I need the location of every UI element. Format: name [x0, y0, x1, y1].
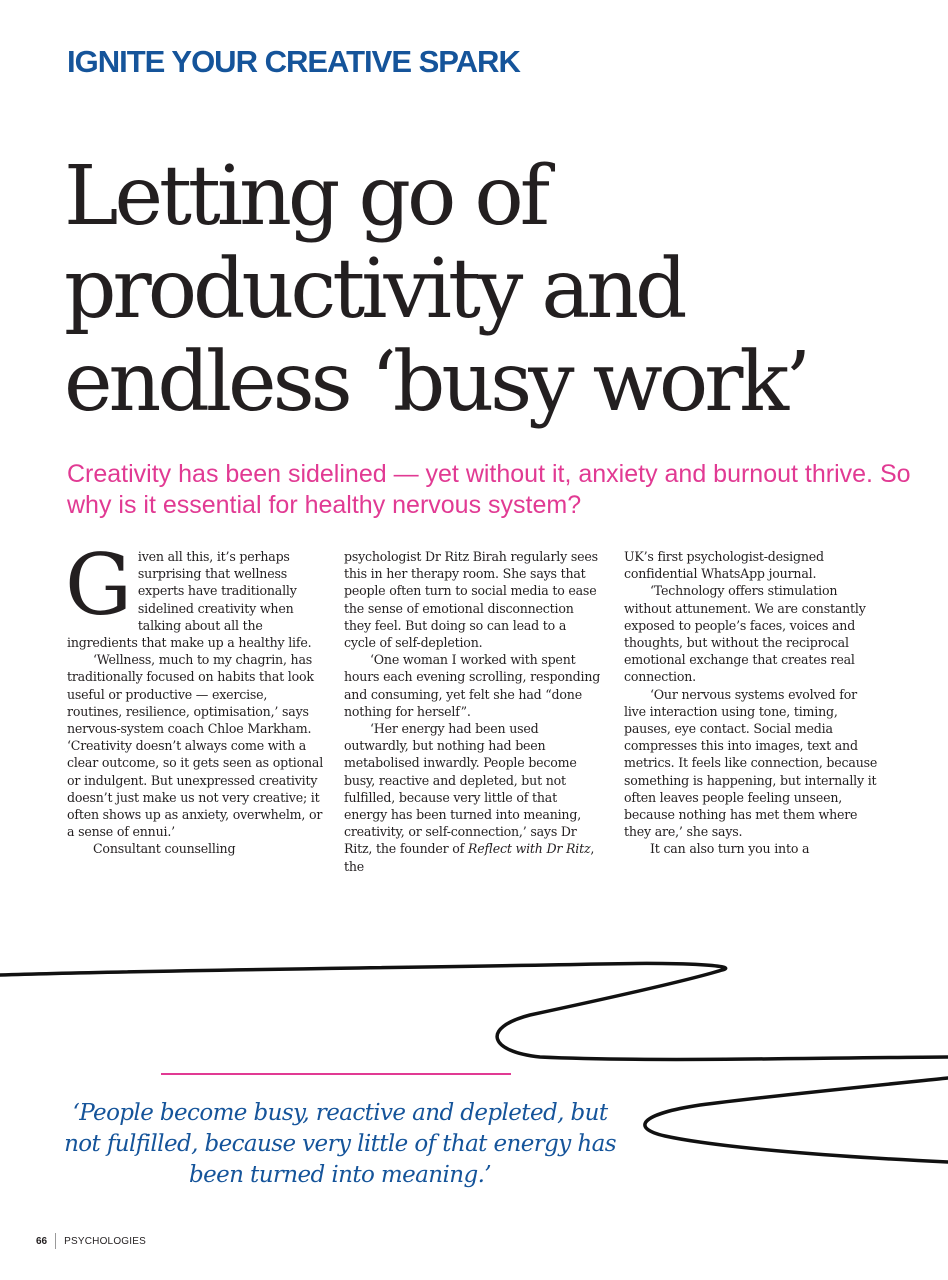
body-paragraph: Given all this, it’s perhaps surprising that wellness experts have traditionally sidelined creativity when talking about all the ingredients that make up a healthy life. [65, 536, 312, 651]
magazine-name: PSYCHOLOGIES [64, 1235, 146, 1247]
section-label: IGNITE YOUR CREATIVE SPARK [67, 44, 520, 79]
drop-cap: G [65, 536, 132, 634]
body-column-3 [624, 548, 881, 858]
body-paragraph: It can also turn you into a [650, 841, 810, 857]
page-number: 66 [36, 1235, 48, 1247]
body-paragraph: psychologist Dr Ritz Birah regularly sees this in her therapy room. She says that people often turn to social media to ease the sense of emotional disconnection they feel. But doing so can lead to a cycle of self-depletion. [344, 549, 598, 651]
headline [64, 150, 934, 429]
headline-line: productivity and [64, 242, 684, 337]
body-paragraph: ‘Wellness, much to my chagrin, has traditionally focused on habits that look useful or productive — exercise, routines, resilience, optimisation,’ says nervous-system coach Chloe Markham. ‘Creativity doesn’t always come with a clear outcome, so it gets seen as optional or indulgent. But unexpressed creativity doesn’t just make us not very creative; it often shows up as anxiety, overwhelm, or a sense of ennui.’ [67, 652, 324, 840]
body-column-2 [344, 548, 601, 875]
body-paragraph: ‘Her energy had been used outwardly, but nothing had been metabolised inwardly. People become busy, reactive and depleted, but not fulfilled, because very little of that energy has been turned into meaning, creativity, or self-connection,’ says Dr Ritz, the founder of Reflect with Dr Ritz, the [344, 721, 595, 874]
body-column-1 [65, 536, 324, 858]
footer-divider [55, 1233, 56, 1249]
body-paragraph: UK’s first psychologist-designed confidential WhatsApp journal. [624, 549, 824, 582]
body-paragraph: ‘One woman I worked with spent hours each evening scrolling, responding and consuming, yet felt she had “done nothing for herself”. [344, 652, 601, 719]
body-paragraph: ‘Technology offers stimulation without attunement. We are constantly exposed to people’s faces, voices and thoughts, but without the reciprocal emotional exchange that creates real connection. [624, 583, 866, 685]
page-footer [36, 1233, 146, 1249]
body-paragraph: ‘Our nervous systems evolved for live interaction using tone, timing, pauses, eye contact. Social media compresses this into images, text and metrics. It feels like connection, because something is happening, but internally it often leaves people feeling unseen, because nothing has met them where they are,’ she says. [624, 686, 878, 840]
pull-quote: ‘People become busy, reactive and depleted, but not fulfilled, because very little of that energy has been turned into meaning.’ [64, 1100, 616, 1188]
headline-line: Letting go of [64, 149, 547, 244]
pull-quote-rule [161, 1073, 511, 1075]
body-paragraph: Consultant counselling [93, 841, 236, 857]
headline-line: endless ‘busy work’ [64, 335, 808, 430]
publication-title: Reflect with Dr Ritz [467, 841, 591, 857]
standfirst: Creativity has been sidelined — yet without it, anxiety and burnout thrive. So why is it essential for healthy nervous system? [67, 460, 911, 519]
